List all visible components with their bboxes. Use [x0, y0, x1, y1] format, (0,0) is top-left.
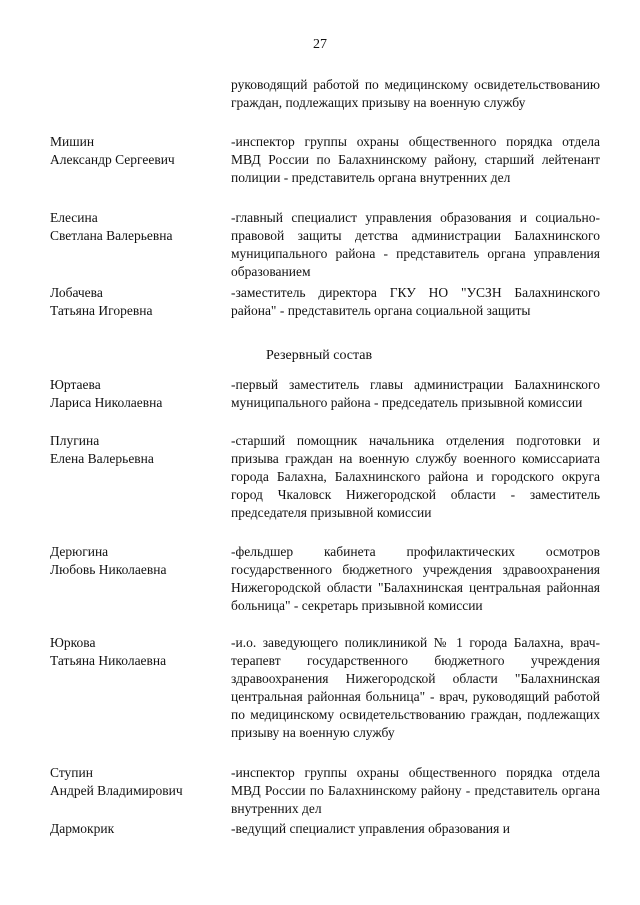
entry-name — [50, 543, 225, 579]
entry-role: -первый заместитель главы администрации Балахнинского муниципального района - председатель призывной комиссии — [231, 377, 600, 410]
entry-name — [50, 133, 225, 169]
surname: Юртаева — [50, 377, 101, 392]
entry-role: -ведущий специалист управления образования и — [231, 821, 510, 836]
given-names: Татьяна Игоревна — [50, 303, 153, 318]
given-names: Лариса Николаевна — [50, 395, 163, 410]
given-names: Любовь Николаевна — [50, 562, 167, 577]
entry-name — [50, 376, 225, 412]
entry-role: руководящий работой по медицинскому освидетельствованию граждан, подлежащих призыву на военную службу — [231, 77, 600, 110]
surname: Дармокрик — [50, 821, 115, 836]
given-names: Андрей Владимирович — [50, 783, 183, 798]
page-number: 27 — [313, 37, 327, 52]
surname: Ступин — [50, 765, 93, 780]
surname: Мишин — [50, 134, 95, 149]
surname: Лобачева — [50, 285, 103, 300]
given-names: Светлана Валерьевна — [50, 228, 173, 243]
surname: Плугина — [50, 433, 100, 448]
entry-role: -старший помощник начальника отделения подготовки и призыва граждан на военную службу военного комиссариата города Балахна, Балахнинского района и городского округа город Чкаловск Нижегородской области - заместитель председателя призывной комиссии — [231, 433, 600, 520]
section-title: Резервный состав — [266, 348, 373, 363]
entry-role: -инспектор группы охраны общественного порядка отдела МВД России по Балахнинскому району, старший лейтенант полиции - представитель органа внутренних дел — [231, 134, 600, 185]
entry-role: -заместитель директора ГКУ НО "УСЗН Балахнинского района" - представитель органа социальной защиты — [231, 285, 600, 318]
entry-name — [50, 209, 225, 245]
entry-role: -главный специалист управления образования и социально-правовой защиты детства администрации Балахнинского муниципального района - представитель органа управления образованием — [231, 210, 600, 279]
entry-name — [50, 432, 225, 468]
entry-name — [50, 634, 225, 670]
given-names: Татьяна Николаевна — [50, 653, 167, 668]
entry-role: -инспектор группы охраны общественного порядка отдела МВД России по Балахнинскому району - представитель органа внутренних дел — [231, 765, 600, 816]
given-names: Елена Валерьевна — [50, 451, 154, 466]
surname: Юркова — [50, 635, 96, 650]
given-names: Александр Сергеевич — [50, 152, 175, 167]
surname: Елесина — [50, 210, 98, 225]
entry-name — [50, 820, 225, 838]
surname: Дерюгина — [50, 544, 109, 559]
entry-name — [50, 284, 225, 320]
entry-name — [50, 764, 225, 800]
entry-role: -фельдшер кабинета профилактических осмотров государственного бюджетного учреждения здравоохранения Нижегородской области "Балахнинская центральная районная больница" - секретарь призывной комиссии — [231, 544, 600, 613]
entry-role: -и.о. заведующего поликлиникой № 1 города Балахна, врач-терапевт государственного бюджетного учреждения здравоохранения Нижегородской области "Балахнинская центральная районная больница" - врач, руководящий работой по медицинскому освидетельствованию граждан, подлежащих призыву на военную службу — [231, 635, 600, 740]
